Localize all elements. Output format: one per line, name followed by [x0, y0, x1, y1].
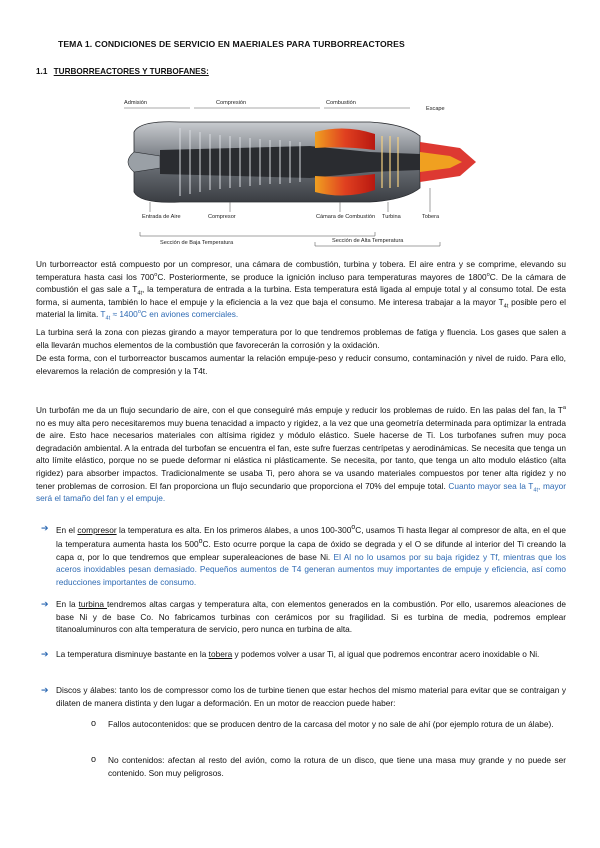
degree-sign: o: [486, 271, 490, 278]
p1-blue-a: T: [100, 309, 106, 320]
label-seccion-alta: Sección de Alta Temperatura: [332, 238, 404, 244]
paragraph-turbina: La turbina será la zona con piezas girando a mayor temperatura por lo que tendremos problemas de fatiga y fluencia. Los gases que salen a ella llevarán muchos elementos de la combustión que favorecerán la corrosión y la oxidación.: [36, 327, 566, 350]
subscript: 4t: [137, 290, 143, 297]
page-title: TEMA 1. CONDICIONES DE SERVICIO EN MAERIALES PARA TURBORREACTORES: [58, 39, 405, 49]
section-heading: [36, 67, 209, 76]
turbojet-diagram: [120, 92, 482, 252]
p1-text-e: posible pero el material la limita.: [36, 296, 566, 320]
label-tobera: Tobera: [422, 214, 440, 220]
degree-sign: o: [137, 309, 141, 316]
label-camara: Cámara de Combustión: [316, 214, 376, 220]
p4-blue-b: , mayor será el tamaño del fan y el empuje.: [36, 480, 566, 504]
arrow-right-icon: ➔: [41, 649, 49, 659]
p1-text-a: Un turborreactor está compuesto por un compresor, una cámara de combustión, turbina y tobera. El aire entra y se comprime, elevando su temperatura hasta casi los 700: [36, 259, 566, 282]
circle-bullet-icon: o: [91, 754, 97, 764]
bullet-body: [56, 598, 566, 636]
p4-text-a: Un turbofán me da un flujo secundario de aire, con el que conseguiré más empuje y reducir los problemas de ruido. En las palas del fan, la T: [36, 405, 563, 415]
paragraph-objetivo: De esta forma, con el turborreactor buscamos aumentar la relación empuje-peso y reducir consumo, contaminación y nivel de ruido. Para ello, elevaremos la relación de compresión y la T4t.: [36, 353, 566, 376]
b3-term: tobera: [208, 649, 233, 659]
subbullet-no-contenidos: [91, 754, 566, 779]
bullet-body: [56, 648, 566, 661]
bullet-tobera: [41, 648, 566, 661]
label-admision: Admisión: [124, 100, 148, 106]
p4-blue-a: Cuanto mayor sea la T: [448, 480, 534, 491]
degree-sign: o: [198, 538, 203, 546]
bullet-discos: [41, 684, 566, 709]
degree-sign: o: [351, 524, 356, 531]
bullet-compresor: [41, 522, 567, 589]
subbullet-text: No contenidos: afectan al resto del avión, como la rotura de un disco, que tiene una masa muy grande y no puede ser contenido. Son muy peligrosos.: [108, 755, 566, 778]
arrow-right-icon: ➔: [41, 685, 49, 695]
p1-text-d: , la temperatura de entrada a la turbina. Esta temperatura está ligada al empuje total y al consumo total. De esta forma, si aumenta, también lo hace el empuje y la eficiencia a la vez que baja el consumo. Me interesa trabajar a la mayor T: [36, 284, 566, 307]
b3-pre: La temperatura disminuye bastante en la: [56, 649, 209, 659]
subbullet-text: Fallos autocontenidos: que se producen dentro de la carcasa del motor y no sale de ahí (por ejemplo rotura de un álabe).: [108, 719, 554, 729]
b2-pre: En la: [56, 599, 79, 609]
degree-sign: o: [154, 271, 158, 278]
bullet-body: [56, 522, 566, 589]
b1-text-c: C. Esto ocurre porque la capa de óxido se degrada y el O se difunde al interior del Ti creando la capa α, por lo que tendremos que emplear superaleaciones de base Ni.: [56, 539, 566, 562]
bullet-turbina: [41, 598, 566, 636]
label-entrada: Entrada de Aire: [142, 214, 181, 220]
label-compresor: Compresor: [208, 214, 236, 220]
subbullet-autocontenidos: [91, 718, 566, 731]
circle-bullet-icon: o: [91, 718, 97, 728]
p1-text-b: C. Posteriormente, se produce la ignición incluso para temperaturas mayores de 1800: [157, 271, 487, 282]
arrow-right-icon: ➔: [41, 523, 49, 533]
section-title: TURBORREACTORES Y TURBOFANES:: [53, 67, 209, 76]
b2-text-a: tendremos altas cargas y temperatura alta, con elementos generados en la combustión. Por ello, usaremos aleaciones de base Ni y de base Co. No fabricamos turbinas con cerámicos por su fragilidad. Si es turbina de media, podremos emplear titanoaluminuros con alta temperatura de servicio, pero nunca en turbina de alta.: [56, 599, 566, 635]
p4-text-b: no es muy alta pero necesitaremos muy buena tenacidad a impacto y rigidez, a la vez que una geometría determinada para optimizar la entrada de aire. Esto hace necesarios materiales con altísima rigidez y módulo elástico. Suele hacerse de Ti. Los turbofanes sufren muy poca degradación ambiental. A la entrada del turbofan se encuentra el fan, este sufre fuerzas centrípetas y aerodinámicas. Se necesita que tenga un alto límite elástico, porque no se puede deformar ni elástica ni plásticamente. Se necesita, por tanto, que tenga un alto modulo elástico (alta rigidez) para absorber impactos. Tradicionalmente se usaba Ti, pero ahora se va usando materiales compuestos por tener alta rigidez y no tener problemas de corrosion. El fan proporciona un flujo secundario que proporciona el 70% del empuje total.: [36, 417, 566, 491]
arrow-right-icon: ➔: [41, 599, 49, 609]
label-turbina: Turbina: [382, 214, 401, 220]
b1-term: compresor: [77, 524, 117, 535]
subscript: 4t: [105, 316, 111, 323]
b1-text-b: C, usamos Ti hasta llegar al compresor de alta, en el que la temperatura aumenta hasta los 500: [56, 524, 567, 550]
b3-text-a: y podemos volver a usar Ti, al igual que podremos encontrar acero inoxidable o Ni.: [232, 649, 540, 659]
section-number: 1.1: [36, 67, 48, 76]
p1-blue-b: ≈ 1400: [110, 309, 138, 320]
p1-highlight: [100, 309, 239, 323]
turbojet-diagram-svg: [120, 92, 482, 252]
subscript: 4t: [503, 303, 509, 310]
label-escape: Escape: [426, 106, 445, 112]
paragraph-turborreactor: [36, 258, 566, 321]
label-compresion: Compresión: [216, 100, 247, 106]
label-seccion-baja: Sección de Baja Temperatura: [160, 240, 234, 246]
b1-pre: En el: [56, 524, 78, 535]
b1-highlight: El Al no lo usamos por su baja rigidez y Tf, mientras que los aceros inoxidables pesan demasiado. Pequeños aumentos de T4 generan aumentos muy importantes de empuje y eficiencia, así como reducciones importantes de consumo.: [56, 551, 566, 587]
p1-blue-c: C en aviones comerciales.: [140, 309, 239, 320]
superscript: a: [562, 405, 566, 412]
p1-text-c: C. De la cámara de combustión el gas sale a T: [36, 271, 566, 295]
b1-text-a: la temperatura es alta. En los primeros álabes, a unos 100-300: [116, 524, 352, 535]
label-combustion: Combustión: [326, 100, 356, 106]
paragraph-turbofan: [36, 404, 566, 505]
subscript: 4t: [533, 487, 539, 494]
b2-term: turbina: [78, 599, 107, 609]
bullet-body: Discos y álabes: tanto los de compressor como los de turbine tienen que estar hechos del mismo material para evitar que se contraigan y dilaten de manera distinta y den lugar a deformación. En un motor de reaccion puede haber:: [56, 685, 566, 708]
